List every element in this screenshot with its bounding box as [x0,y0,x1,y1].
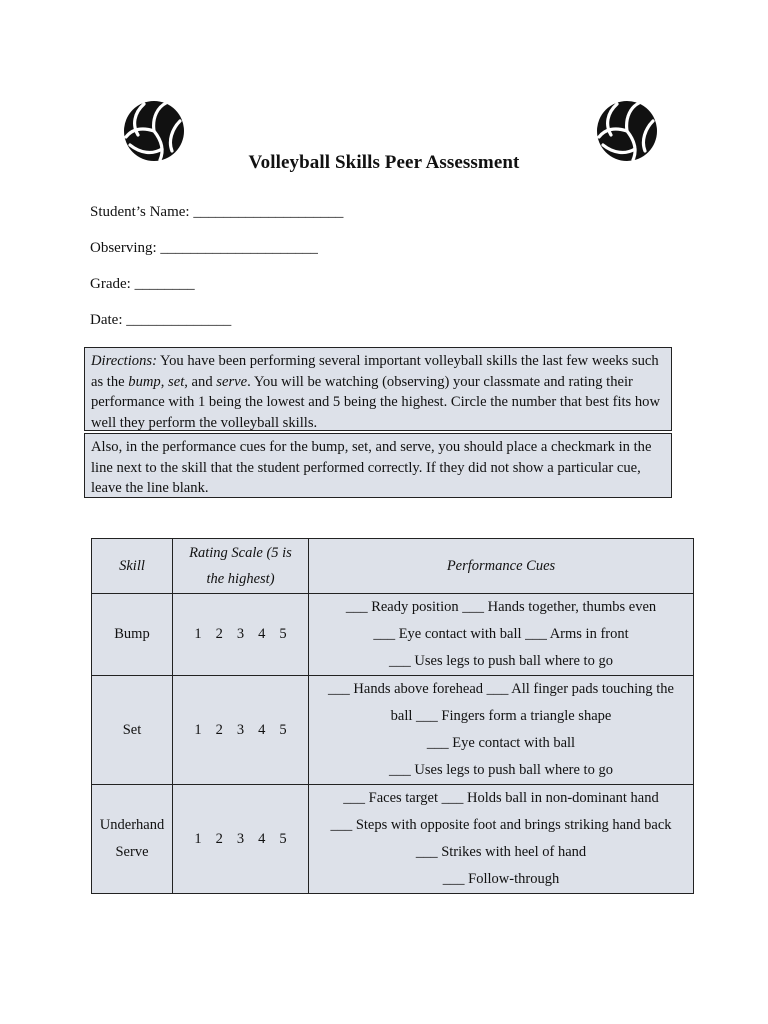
skill-bump: Bump [92,594,173,676]
rating-option[interactable]: 2 [215,721,223,738]
rating-option[interactable]: 1 [194,721,202,738]
table-row [92,594,694,676]
date-label: Date: [90,312,123,328]
header-rating-scale [173,539,309,594]
skill-underhand-serve [92,785,173,894]
rating-scale-serve [173,785,309,894]
directions-lead: Directions: [91,353,157,369]
cue-line[interactable]: ___ Eye contact with ball [426,735,576,751]
cue-line[interactable]: ___ Uses legs to push ball where to go [389,653,613,669]
rating-option[interactable]: 2 [215,626,223,642]
directions-box [84,347,672,431]
header-rating-line-1: Rating Scale (5 is [189,545,292,561]
cue-line[interactable]: ___ Hands above forehead ___ All finger pads touching the [328,681,674,697]
skill-serve-line-2: Serve [115,844,149,860]
cue-line[interactable]: ___ Eye contact with ball ___ Arms in front [373,626,629,642]
rating-option[interactable]: 4 [258,830,266,847]
rating-option[interactable]: 1 [194,830,202,847]
rating-option[interactable]: 5 [279,626,287,642]
cue-line[interactable]: ___ Steps with opposite foot and brings striking hand back [330,817,672,833]
directions-comma-1: , [160,373,169,390]
skill-set: Set [92,676,173,785]
cues-serve [309,785,694,894]
cue-line[interactable]: ball ___ Fingers form a triangle shape [390,708,612,724]
directions-part-2: . You will be watching (observing) your classmate and rating their performance with 1 being the lowest and 5 being the highest. Circle the number that best fits how well they perform the volleyball skills. [91,373,661,431]
table-header-row [92,539,694,594]
observing-label: Observing: [90,240,157,256]
table-row [92,785,694,894]
observing-field[interactable] [90,240,318,257]
checkmark-instructions-text: Also, in the performance cues for the bump, set, and serve, you should place a checkmark in the line next to the skill that the student performed correctly. If they did not show a particular cue, leave the line blank. [91,439,652,496]
checkmark-instructions-box [84,433,672,498]
grade-label: Grade: [90,276,131,292]
rating-scale-set [173,676,309,785]
rating-option[interactable]: 3 [236,830,245,847]
student-name-label: Student’s Name: [90,204,190,220]
student-name-blank[interactable]: ____________________ [193,204,344,220]
cue-line[interactable]: ___ Strikes with heel of hand [415,844,587,860]
page-title: Volleyball Skills Peer Assessment [248,152,520,173]
rating-option[interactable]: 1 [194,626,202,642]
grade-field[interactable] [90,276,195,293]
table-row [92,676,694,785]
directions-set: set [168,373,185,390]
header-performance-cues: Performance Cues [309,539,694,594]
cues-bump [309,594,694,676]
directions-part-1: You have been performing several important volleyball skills the last few weeks such as the [91,353,659,390]
skill-serve-line-1: Underhand [99,817,165,833]
rating-option[interactable]: 5 [279,830,287,847]
rating-option[interactable]: 3 [236,626,245,642]
rating-option[interactable]: 4 [258,721,266,738]
skills-table [91,538,694,894]
rating-option[interactable]: 3 [236,721,245,738]
grade-blank[interactable]: ________ [134,276,195,292]
cue-line[interactable]: ___ Faces target ___ Holds ball in non-dominant hand [343,790,659,806]
cue-line[interactable]: ___ Uses legs to push ball where to go [389,762,613,778]
rating-scale-bump [173,594,309,676]
date-blank[interactable]: ______________ [126,312,232,328]
date-field[interactable] [90,312,231,329]
cues-set [309,676,694,785]
rating-option[interactable]: 4 [258,626,266,642]
header-skill: Skill [92,539,173,594]
directions-comma-2: , and [184,373,217,390]
header-rating-line-2: the highest) [206,571,275,587]
student-name-field[interactable] [90,204,343,221]
rating-option[interactable]: 2 [215,830,223,847]
cue-line[interactable]: ___ Ready position ___ Hands together, thumbs even [345,599,657,615]
directions-bump: bump [128,373,161,390]
directions-serve: serve [216,373,248,390]
directions-text [91,351,665,433]
rating-option[interactable]: 5 [279,721,287,738]
cue-line[interactable]: ___ Follow-through [442,871,560,887]
observing-blank[interactable]: _____________________ [160,240,318,256]
